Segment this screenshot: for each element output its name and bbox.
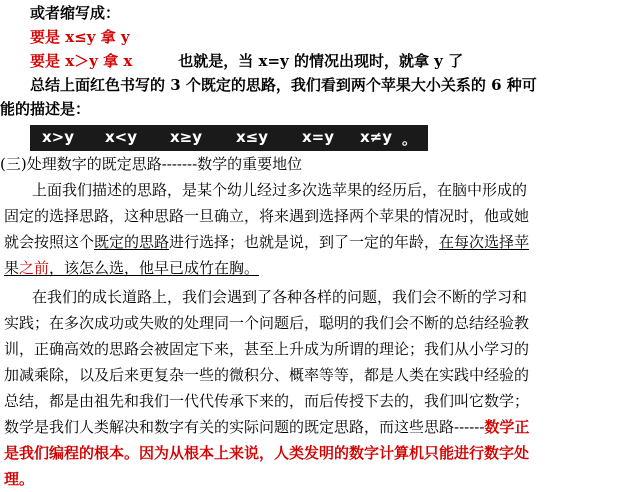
intro-line: 或者缩写成： [30, 4, 121, 22]
paragraph-math [4, 284, 614, 492]
section-title: (三)处理数字的既定思路-------数学的重要地位 [0, 155, 303, 173]
relation-lt: x<y [105, 128, 138, 146]
para1-line3-a: 就会按照这个 [4, 233, 95, 251]
rule-x-gt-y: 要是 x＞y 拿 x [30, 52, 133, 70]
para1-line4-c: ，该怎么选，他早已成竹在胸。 [49, 259, 260, 277]
relation-end: 。 [402, 130, 418, 148]
para1-line1: 上面我们描述的思路，是某个幼儿经过多次选苹果的经历后，在脑中形成的 [32, 181, 528, 199]
para2-line6-red: 数学正 [484, 418, 530, 436]
para2-line7: 是我们编程的根本。因为从根本上来说，人类发明的数字计算机只能进行数字处 [4, 444, 530, 462]
para2-line5: 总结，都是由祖先和我们一代代传承下来的，而后传授下去的，我们叫它数学； [4, 392, 530, 410]
relations-banner [30, 125, 428, 151]
para2-line1: 在我们的成长道路上，我们会遇到了各种各样的问题，我们会不断的学习和 [32, 288, 528, 306]
para1-line3 [4, 229, 614, 255]
para2-line3: 训，正确高效的思路会被固定下来，甚至上升成为所谓的理论；我们从小学习的 [4, 340, 530, 358]
summary-line-2: 能的描述是： [0, 100, 91, 118]
para1-line3-c: 进行选择；也就是说，到了一定的年龄， [169, 233, 440, 251]
para2-line4: 加减乘除，以及后来更复杂一些的微积分、概率等等，都是人类在实践中经验的 [4, 366, 530, 384]
relation-ne: x≠y [360, 128, 393, 146]
rule-x-gt-y-line [30, 51, 463, 71]
equal-case-note: 也就是，当 x=y 的情况出现时，就拿 y 了 [178, 52, 464, 70]
para2-line2: 实践；在多次成功或失败的处理同一个问题后，聪明的我们会不断的总结经验教 [4, 314, 530, 332]
relation-ge: x≥y [170, 128, 203, 146]
relation-eq: x=y [302, 128, 335, 146]
relation-gt: x>y [42, 128, 75, 146]
para2-line6 [4, 414, 614, 440]
para1-underlined-end: 在每次选择苹 [439, 233, 530, 251]
para1-line4 [4, 255, 259, 281]
para2-line8: 理。 [4, 470, 35, 488]
para1-red-word: 之前 [19, 259, 50, 277]
para1-line2: 固定的选择思路，这种思路一旦确立，将来遇到选择两个苹果的情况时，他或她 [4, 207, 530, 225]
para1-underlined-phrase: 既定的思路 [94, 233, 170, 251]
paragraph-habit [4, 177, 614, 281]
rule-x-le-y: 要是 x≤y 拿 y [30, 28, 130, 46]
summary-line: 总结上面红色书写的 3 个既定的思路，我们看到两个苹果大小关系的 6 种可 [30, 76, 537, 94]
para1-line4-a: 果 [4, 259, 20, 277]
para2-line6-a: 数学是我们人类解决和数字有关的实际问题的既定思路，而这些思路------ [4, 418, 485, 436]
relation-le: x≤y [236, 128, 269, 146]
